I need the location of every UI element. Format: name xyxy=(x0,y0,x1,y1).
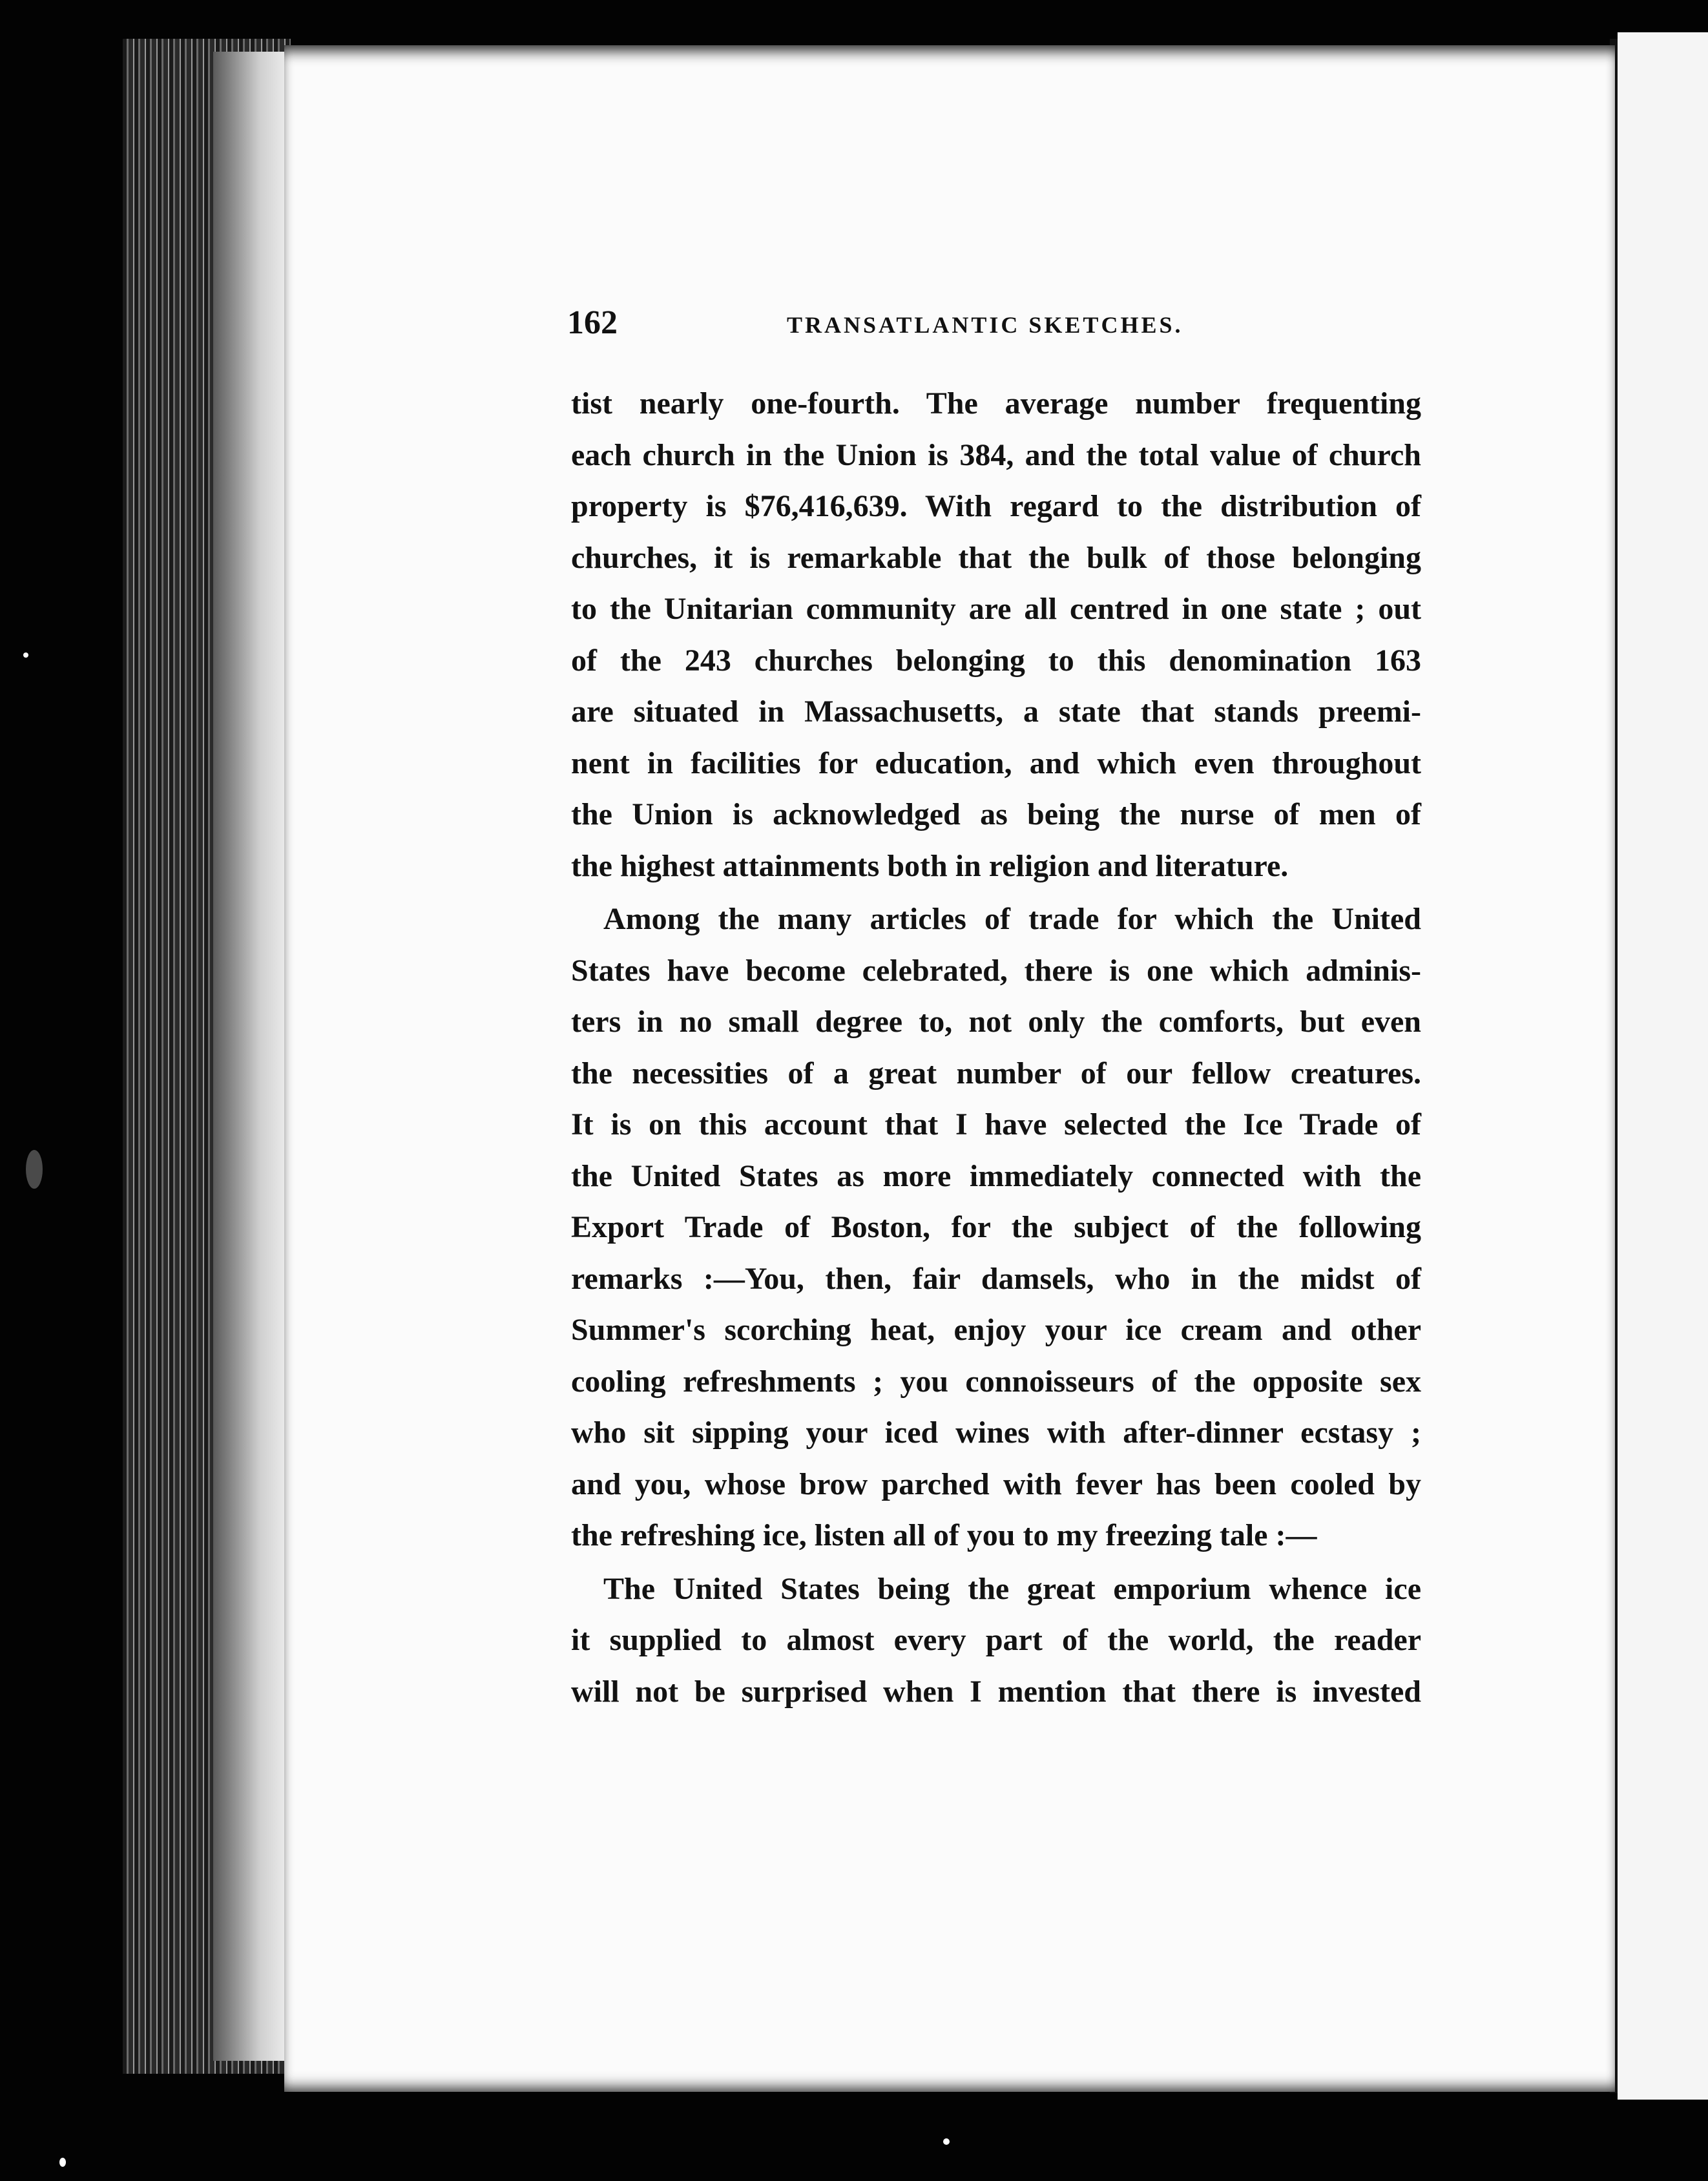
text-line: the United States as more immediately connected with the xyxy=(571,1158,1421,1193)
text-line: who sit sipping your iced wines with after-dinner ecstasy ; xyxy=(571,1415,1421,1450)
scan-speck xyxy=(23,652,28,658)
text-line: and you, whose brow parched with fever has been cooled by xyxy=(571,1466,1421,1501)
text-line: each church in the Union is 384, and the total value of church xyxy=(571,437,1421,472)
text-line: churches, it is remarkable that the bulk of those belonging xyxy=(571,540,1421,575)
text-line: tist nearly one-fourth. The average number frequenting xyxy=(571,386,1421,421)
scan-speck xyxy=(59,2158,66,2167)
body-text xyxy=(571,378,1421,1717)
text-line: it supplied to almost every part of the world, the reader xyxy=(571,1623,1421,1657)
text-line: States have become celebrated, there is one which adminis- xyxy=(571,953,1421,988)
text-line: the necessities of a great number of our fellow creatures. xyxy=(571,1056,1421,1090)
text-line: are situated in Massachusetts, a state that stands preemi- xyxy=(571,694,1421,729)
scan-speck xyxy=(26,1150,43,1189)
text-line: ters in no small degree to, not only the comforts, but even xyxy=(571,1005,1421,1039)
text-line: the refreshing ice, listen all of you to my freezing tale :— xyxy=(571,1518,1317,1552)
running-title: TRANSATLANTIC SKETCHES. xyxy=(787,312,1183,338)
text-line: Summer's scorching heat, enjoy your ice cream and other xyxy=(571,1313,1421,1347)
scan-speck xyxy=(943,2138,950,2145)
running-head xyxy=(567,300,1213,346)
text-line: Among the many articles of trade for which the United xyxy=(603,902,1421,936)
text-line: Export Trade of Boston, for the subject of the following xyxy=(571,1210,1421,1244)
text-line: the Union is acknowledged as being the nurse of men of xyxy=(571,797,1421,831)
text-line: of the 243 churches belonging to this denomination 163 xyxy=(571,643,1421,678)
text-line: remarks :—You, then, fair damsels, who in the midst of xyxy=(571,1261,1421,1296)
book-page-edges-highlight xyxy=(213,52,291,2061)
text-line: the highest attainments both in religion and literature. xyxy=(571,848,1289,883)
text-line: property is $76,416,639. With regard to the distribution of xyxy=(571,489,1421,523)
page-number: 162 xyxy=(567,304,618,341)
text-line: cooling refreshments ; you connoisseurs of the opposite sex xyxy=(571,1364,1421,1399)
facing-page-edge xyxy=(1618,32,1708,2100)
text-line: It is on this account that I have selected the Ice Trade of xyxy=(571,1107,1421,1142)
text-line: to the Unitarian community are all centred in one state ; out xyxy=(571,592,1421,626)
text-line: The United States being the great emporium whence ice xyxy=(603,1571,1421,1606)
text-line: nent in facilities for education, and which even throughout xyxy=(571,746,1421,780)
text-line: will not be surprised when I mention that there is invested xyxy=(571,1674,1421,1709)
